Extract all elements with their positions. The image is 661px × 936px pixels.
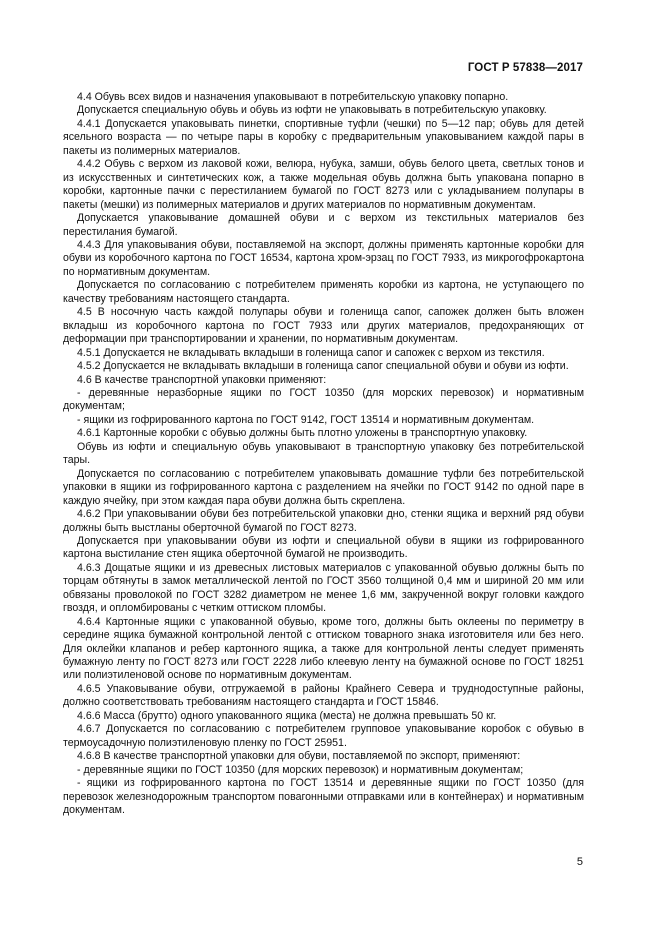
paragraph: 4.4 Обувь всех видов и назначения упаковывают в потребительскую упаковку попарно. [77,91,509,103]
paragraph: 4.5.2 Допускается не вкладывать вкладыши в голенища сапог специальной обуви и обуви из юфти. [77,360,569,373]
paragraph: 4.5.1 Допускается не вкладывать вкладыши в голенища сапог и сапожек с верхом из текстиля. [77,346,545,359]
list-item: - ящики из гофрированного картона по ГОСТ 9142, ГОСТ 13514 и нормативным документам. [77,413,535,426]
paragraph: Допускается по согласованию с потребителем упаковывать домашние туфли без потребительской упаковки в ящики из гофрированного картона с разделением на ячейки по ГОСТ 9142 по одной паре в каждую ячейку, при этом каждая пара обуви должна быть скреплена. [63,467,584,507]
paragraph: 4.6.8 В качестве транспортной упаковки для обуви, поставляемой по экспорт, применяют: [77,750,521,763]
paragraph: 4.5 В носочную часть каждой полупары обуви и голенища сапог, сапожек должен быть вложен вкладыш из коробочного картона по ГОСТ 7933 или других материалов, предохраняющих от деформации при транспортировании и хранении, по нормативным документам. [63,306,584,346]
document-code: ГОСТ Р 57838—2017 [467,62,583,74]
paragraph: 4.6.3 Дощатые ящики и из древесных листовых материалов с упакованной обувью должны быть по торцам обтянуты в замок металлической лентой по ГОСТ 3560 толщиной 0,4 мм и шириной 20 мм или обвязаны проволокой по ГОСТ 3282 диаметром не менее 1,6 мм, закрученной вокруг головки каждого гвоздя, и опломбированы с четким оттиском пломбы. [63,561,584,615]
paragraph: 4.4.2 Обувь с верхом из лаковой кожи, велюра, нубука, замши, обувь белого цвета, светлых тонов и из искусственных и синтетических кож, а также модельная обувь должна быть упакована попарно в коробки, картонные пачки с перестиланием бумагой по ГОСТ 8273 или с укладыванием полупары в пакеты (мешки) из полимерных материалов и других материалов по нормативным документам. [63,158,584,211]
page-number: 5 [576,856,583,868]
paragraph: 4.6.1 Картонные коробки с обувью должны быть плотно уложены в транспортную упаковку. [77,427,528,440]
paragraph: 4.6.6 Масса (брутто) одного упакованного ящика (места) не должна превышать 50 кг. [77,709,497,722]
paragraph: Допускается специальную обувь и обувь из юфти не упаковывать в потребительскую упаковку. [77,104,547,117]
paragraph: 4.6.2 При упаковывании обуви без потребительской упаковки дно, стенки ящика и верхний ряд обуви должны быть выстланы оберточной бумагой по ГОСТ 8273. [63,508,584,534]
paragraph: Допускается по согласованию с потребителем применять коробки из картона, не уступающего по качеству требованиям настоящего стандарта. [63,279,584,305]
paragraph: 4.6.7 Допускается по согласованию с потребителем групповое упаковывание коробок с обувью в термоусадочную полиэтиленовую пленку по ГОСТ 25951. [63,723,584,749]
paragraph: Допускается упаковывание домашней обуви и с верхом из текстильных материалов без перестилания бумагой. [63,212,584,238]
list-item: - деревянные неразборные ящики по ГОСТ 10350 (для морских перевозок) и нормативным документам; [63,386,584,413]
paragraph: 4.6.5 Упаковывание обуви, отгружаемой в районы Крайнего Севера и труднодоступные районы, должно соответствовать требованиям настоящего стандарта и ГОСТ 15846. [63,682,584,709]
list-item: - деревянные ящики по ГОСТ 10350 (для морских перевозок) и нормативным документам; [77,763,524,776]
list-item: - ящики из гофрированного картона по ГОСТ 13514 и деревянные ящики по ГОСТ 10350 (для перевозок железнодорожным транспортом повагонными отправками или в контейнерах) и нормативным документам. [63,777,584,817]
paragraph: Допускается при упаковывании обуви из юфти и специальной обуви в ящики из гофрированного картона выстилание стен ящика оберточной бумагой не производить. [63,534,584,561]
paragraph: 4.4.3 Для упаковывания обуви, поставляемой на экспорт, должны применять картонные коробки для обуви из коробочного картона по ГОСТ 16534, картона хром-эрзац по ГОСТ 7933, из микрогофрокартона по нормативным документам. [63,238,584,278]
paragraph: 4.6.4 Картонные ящики с упакованной обувью, кроме того, должны быть оклеены по периметру в середине ящика бумажной контрольной лентой с оттиском товарного знака изготовителя или без него. Для оклейки клапанов и ребер картонного ящика, а также для контрольной ленты следует применять бумажную ленту по ГОСТ 8273 или ГОСТ 2228 либо клеевую ленту на бумажной основе по ГОСТ 18251 или полиэтиленовой основе по нормативным документам. [63,615,584,682]
document-body [63,91,584,817]
paragraph: 4.4.1 Допускается упаковывать пинетки, спортивные туфли (чешки) по 5—12 пар; обувь для детей ясельного возраста — по четыре пары в коробку с предварительным упаковыванием каждой пары в пакеты из полимерных материалов. [63,117,584,157]
paragraph: Обувь из юфти и специальную обувь упаковывают в транспортную упаковку без потребительской тары. [63,440,584,467]
paragraph: 4.6 В качестве транспортной упаковки применяют: [77,373,327,386]
